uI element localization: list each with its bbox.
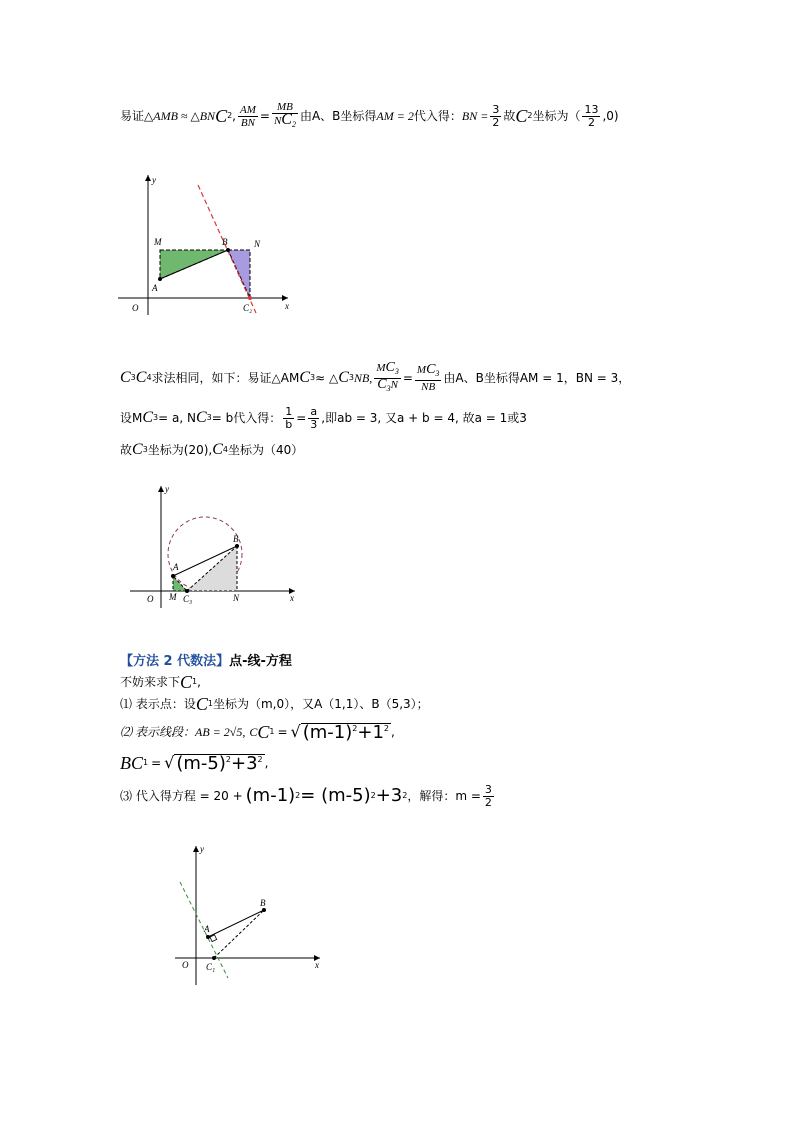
fraction-3-2 [483, 784, 494, 809]
m-label: M [169, 592, 177, 602]
comma: , [264, 756, 269, 770]
denominator: NB [421, 380, 436, 393]
c2-symbol: C [215, 106, 228, 126]
text: = a, N [158, 411, 196, 425]
text: 坐标为（ [532, 109, 581, 123]
comma: , [391, 725, 395, 739]
fraction-13-2 [582, 104, 600, 129]
text: +1 [357, 721, 384, 743]
text: 由A、B坐标得AM = 1，BN = 3， [443, 371, 631, 385]
purple-triangle [228, 250, 250, 298]
text: 易证 [120, 109, 145, 123]
ab-length: ⑵ 表示线段：AB = 2√5, [120, 725, 246, 739]
equals: = [296, 411, 307, 425]
c-symbol: C [338, 369, 349, 386]
c1-symbol: C [257, 722, 270, 742]
x-label: x [290, 593, 294, 603]
superscript: 2 [352, 723, 358, 733]
point-b [226, 248, 230, 252]
sqrt-sign: √ [164, 753, 175, 772]
text: 不妨来求下 [120, 675, 181, 689]
subscript: 4 [146, 373, 152, 382]
text: (m-1) [245, 785, 296, 806]
y-arrow [193, 846, 199, 852]
equals: = [277, 725, 288, 739]
sqrt-sign: √ [290, 722, 301, 741]
text: ⑴ 表示点：设 [120, 697, 196, 711]
subscript: 1 [192, 677, 198, 686]
method-line2 [120, 694, 429, 714]
method-heading [120, 650, 292, 669]
point-c1 [212, 956, 216, 960]
n-letter: N [273, 115, 282, 127]
fraction-1-b [283, 406, 294, 431]
figure-1 [110, 165, 300, 320]
subscript: 3 [435, 368, 440, 378]
text: 坐标为（m,0），又A（1,1）、B（5,3）； [212, 697, 429, 711]
text: (m-1) [302, 721, 353, 743]
superscript: 2 [383, 723, 390, 733]
c-symbol: C [195, 409, 207, 426]
denominator [374, 376, 401, 395]
equals: = [151, 756, 162, 770]
b-label: B [222, 237, 228, 247]
subscript: 3 [348, 373, 354, 382]
segment-ab [208, 910, 264, 937]
origin-label: O [147, 594, 154, 604]
denominator: BN [240, 116, 255, 129]
text: (m-5) [176, 752, 226, 774]
bn-label: BN = [461, 109, 489, 123]
a-label: A [152, 283, 158, 293]
subscript: 3 [130, 373, 136, 382]
text: ⑶ 代入得方程 = 20 + [120, 789, 243, 803]
text: ,即ab = 3, 又a + b = 4, 故a = 1或3 [321, 411, 527, 425]
subscript: 2 [291, 120, 296, 129]
method-subtitle: 点-线-方程 [229, 654, 292, 669]
c-letter: C [377, 376, 387, 392]
superscript: 2 [257, 754, 263, 764]
origin-label: O [182, 960, 189, 970]
c3-symbol: C [120, 369, 131, 386]
similar-expression: △AMB ≈ △BN [144, 109, 216, 123]
superscript: 2 [370, 791, 376, 800]
c3-label: C₃ [183, 594, 193, 604]
subscript: 1 [207, 699, 213, 708]
n-label: N [233, 593, 240, 603]
c-symbol: C [132, 441, 143, 458]
a-label: A [204, 924, 210, 934]
fraction-mc3-nb [415, 361, 442, 393]
text: 代入得： [413, 109, 462, 123]
point-a [171, 574, 175, 578]
denominator: 2 [484, 795, 492, 809]
text: 坐标为（40） [228, 443, 304, 457]
text: 故 [503, 109, 516, 123]
point-a [158, 277, 162, 281]
method-line1 [120, 672, 201, 692]
numerator: 3 [492, 102, 500, 116]
text: ≈ △ [315, 371, 339, 385]
y-label: y [200, 844, 204, 854]
c-symbol: C [142, 409, 154, 426]
point-c2 [248, 296, 252, 300]
method-line5 [120, 780, 496, 812]
superscript: 2 [295, 791, 301, 800]
a-label: A [173, 562, 179, 572]
text: = (m-5) [300, 785, 371, 806]
text: NB, [353, 371, 373, 385]
gray-triangle [187, 546, 237, 591]
point-a [206, 935, 210, 939]
a-letter: C [249, 725, 258, 739]
sqrt-content [174, 754, 264, 773]
denominator [272, 111, 298, 131]
fraction-a-3 [308, 406, 319, 431]
denominator: 3 [310, 417, 318, 431]
b-label: B [233, 534, 239, 544]
method-line4 [120, 750, 268, 776]
text: ，解得：m = [407, 789, 481, 803]
segment-bc1 [214, 910, 264, 958]
c-letter: C [281, 111, 292, 128]
sqrt-content [301, 723, 391, 742]
text: 故 [120, 443, 133, 457]
figure-3 [170, 840, 330, 990]
numerator: 1 [285, 404, 293, 418]
subscript: 1 [269, 727, 275, 736]
m-letter: M [376, 361, 386, 374]
text: 求法相同，如下：易证△AM [151, 371, 300, 385]
c2-label: C₂ [243, 303, 253, 313]
c-symbol: C [299, 369, 310, 386]
green-triangle [173, 576, 187, 591]
line1-equation [120, 100, 619, 132]
x-label: x [315, 960, 319, 970]
point-b [235, 544, 239, 548]
fraction-mb-nc2 [272, 101, 298, 131]
y-label: y [165, 484, 169, 494]
method-title: 【方法 2 代数法】 [120, 654, 230, 669]
text: = b代入得： [211, 411, 282, 425]
subscript: 3 [394, 366, 399, 376]
line3-equation [120, 402, 527, 434]
c1-symbol: C [195, 694, 208, 714]
point-c3 [185, 589, 189, 593]
subscript: 3 [206, 413, 212, 422]
text: ,0) [602, 109, 619, 123]
n-label: N [254, 239, 261, 249]
equals: = [259, 109, 270, 123]
text: +3 [375, 785, 403, 806]
figure-2 [125, 480, 305, 610]
numerator: 13 [584, 102, 599, 116]
c1-label: C₁ [206, 962, 216, 972]
bc-label: BC [120, 753, 144, 773]
am-value: AM = 2 [376, 109, 414, 123]
c1-symbol: C [180, 672, 193, 692]
fraction-am-bn [238, 104, 258, 129]
numerator: AM [240, 103, 256, 116]
y-arrow [145, 175, 151, 181]
superscript: 2 [402, 791, 408, 800]
c-symbol: C [212, 441, 223, 458]
x-label: x [285, 301, 289, 311]
c2-symbol: C [515, 106, 528, 126]
denominator: 2 [587, 115, 595, 129]
y-label: y [152, 175, 156, 185]
c2-subscript: 2 [227, 111, 233, 120]
fraction-mc3-c3n [374, 359, 401, 395]
text: 设M [120, 411, 143, 425]
line2-equation [120, 359, 631, 394]
numerator [415, 361, 442, 381]
superscript: 2 [225, 754, 231, 764]
c2-subscript: 2 [527, 111, 533, 120]
comma: , [232, 109, 236, 123]
equals: = [402, 371, 413, 385]
m-letter: M [416, 363, 427, 376]
colon: , [197, 675, 201, 689]
fraction-3-2 [490, 104, 501, 129]
subscript: 3 [386, 383, 391, 393]
denominator: b [285, 417, 293, 431]
y-arrow [158, 486, 164, 492]
subscript: 1 [143, 758, 149, 767]
n-letter: N [390, 378, 398, 391]
method-line3 [120, 720, 395, 744]
text: 由A、B坐标得 [299, 109, 377, 123]
line4-text [120, 440, 303, 460]
m-label: M [154, 237, 162, 247]
point-b [262, 908, 266, 912]
numerator: MB [272, 101, 298, 114]
c-letter: C [426, 361, 436, 377]
c4-symbol: C [135, 369, 147, 386]
origin-label: O [132, 303, 139, 313]
subscript: 3 [142, 445, 148, 454]
c-letter: C [385, 359, 395, 375]
numerator: a [308, 406, 319, 419]
numerator: 3 [484, 782, 492, 796]
subscript: 3 [310, 373, 316, 382]
subscript: 4 [222, 445, 228, 454]
text: 坐标为(20), [147, 443, 213, 457]
subscript: 3 [153, 413, 159, 422]
b-label: B [260, 898, 266, 908]
text: +3 [231, 752, 258, 774]
denominator: 2 [492, 115, 500, 129]
